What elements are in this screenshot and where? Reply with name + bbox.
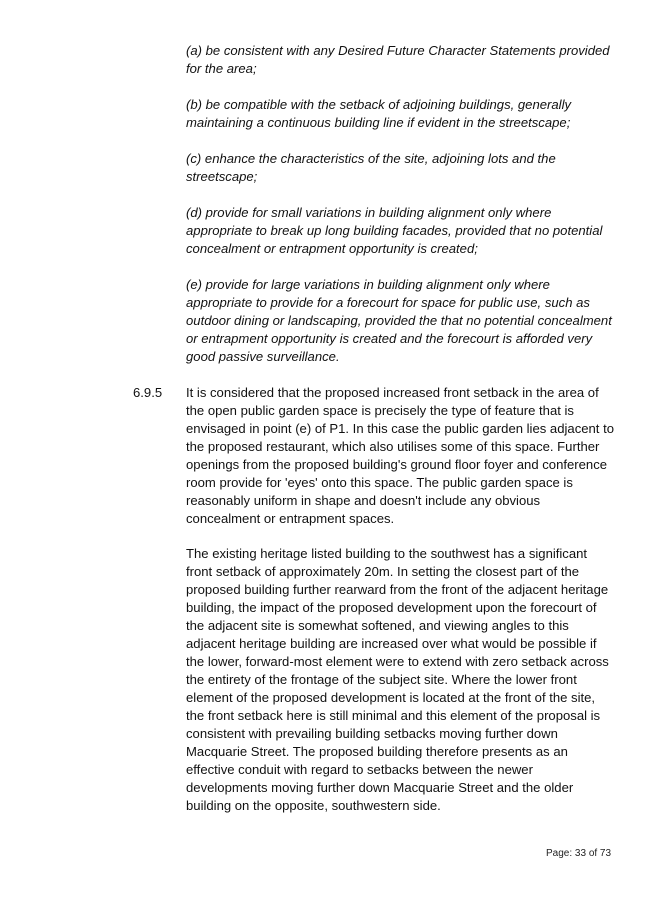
criterion-d: (d) provide for small variations in building alignment only where appropriate to break up long building facades, provided that no potential concealment or entrapment opportunity is created; <box>186 205 603 256</box>
section-paragraph-2: The existing heritage listed building to the southwest has a significant front setback of approximately 20m. In setting the closest part of the proposed building further rearward from the front of the adjacent heritage building, the impact of the proposed development upon the forecourt of the adjacent site is somewhat softened, and viewing angles to this adjacent heritage building are increased over what would be possible if the lower, forward-most element were to extend with zero setback across the entirety of the frontage of the subject site. Where the lower front element of the proposed development is located at the front of the site, the front setback here is still minimal and this element of the proposal is consistent with prevailing building setbacks moving further down Macquarie Street. The proposed building therefore presents as an effective conduit with regard to setbacks between the newer developments moving further down Macquarie Street and the older building on the opposite, southwestern side. <box>186 546 609 813</box>
section-number: 6.9.5 <box>133 385 163 400</box>
page-number: Page: 33 of 73 <box>546 848 612 859</box>
section-paragraph-1: It is considered that the proposed increased front setback in the area of the open public garden space is precisely the type of feature that is envisaged in point (e) of P1. In this case the public garden lies adjacent to the proposed restaurant, which also utilises some of this space. Further openings from the proposed building's ground floor foyer and conference room provide for 'eyes' onto this space. The public garden space is reasonably uniform in shape and doesn't include any obvious concealment or entrapment spaces. <box>186 385 614 526</box>
criterion-b: (b) be compatible with the setback of adjoining buildings, generally maintaining a continuous building line if evident in the streetscape; <box>186 97 572 130</box>
criterion-a: (a) be consistent with any Desired Future Character Statements provided for the area; <box>186 43 610 76</box>
criterion-e: (e) provide for large variations in building alignment only where appropriate to provide for a forecourt for space for public use, such as outdoor dining or landscaping, provided the that no potential concealment or entrapment opportunity is created and the forecourt is afforded very good passive surveillance. <box>186 277 612 364</box>
criterion-c: (c) enhance the characteristics of the site, adjoining lots and the streetscape; <box>186 151 556 184</box>
